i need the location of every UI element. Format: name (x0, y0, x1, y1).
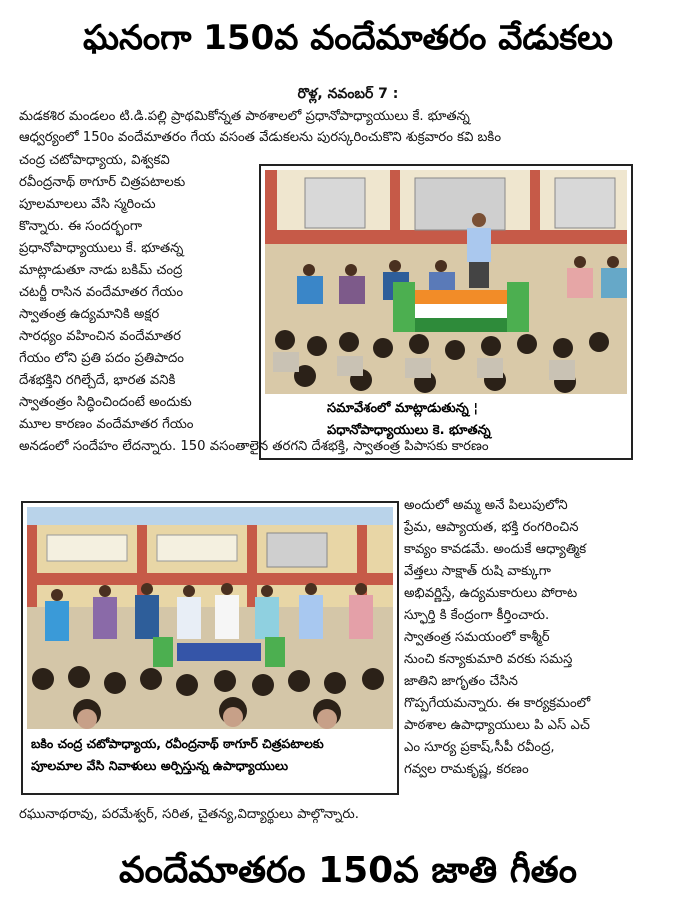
body-line: చంద్ర చటోపాధ్యాయ, విశ్వకవి (19, 153, 170, 168)
intro-line: ఆధ్వర్యంలో 150ం వందేమాతరం గేయ వసంత వేడుకలను పురస్కరించుకొని శుక్రవారం కవి బకిం (19, 130, 502, 145)
body-line: అందులో అమ్మ అనే పిలుపులోని (404, 498, 568, 513)
photo-teachers-garland (27, 507, 393, 729)
body-line: ప్రధానోపాధ్యాయులు కే. భూతన్న (19, 241, 184, 256)
body-line: గవ్వల రామకృష్ణ, కరణం (404, 762, 529, 777)
photo-frame-2 (21, 501, 399, 795)
dateline: రొళ్ల, నవంబర్ 7 : (297, 86, 399, 102)
photo-caption-2-line: బకిం చంద్ర చటోపాధ్యాయ, రవీంద్రనాథ్ ఠాగూర్ చిత్రపటాలకు (31, 736, 324, 751)
body-line: స్వాతంత్రం సిద్ధించిందంటే అందుకు (19, 395, 192, 410)
body-line: అభివర్ణిస్తే, ఉద్యమకారులు పోరాట (404, 586, 578, 601)
body-line-last: రఘునాథరావు, పరమేశ్వర్, సరిత, చైతన్య,విద్యార్థులు పాల్గొన్నారు. (19, 807, 359, 822)
body-line: స్వాతంత్ర ఉద్యమానికి అక్షర (19, 307, 160, 322)
next-article-headline: వందేమాతరం 150వ జాతి గీతం (119, 850, 577, 891)
photo-caption-2-line: పూలమాల వేసి నివాళులు అర్పిస్తున్న ఉపాధ్యాయులు (31, 758, 289, 773)
body-line: వేత్తలు సాక్షాత్ రుషి వాక్కుగా (404, 564, 551, 579)
body-line: స్ఫూర్తి కి కేంద్రంగా కీర్తించారు. (404, 608, 550, 623)
body-line: పూలమాలలు వేసి స్మరించు (19, 197, 156, 212)
body-line: గేయం లోని ప్రతి పదం ప్రతిపాదం (19, 351, 184, 366)
body-line: గొప్పగేయమన్నారు. ఈ కార్యక్రమంలో (404, 696, 591, 711)
body-line: జాతిని జాగృతం చేసిన (404, 674, 518, 689)
body-line: పాఠశాల ఉపాధ్యాయులు పి ఎస్ ఎచ్ (404, 718, 590, 733)
body-line: నుంచి కన్యాకుమారి వరకు సమస్త (404, 652, 573, 667)
body-line: కొన్నారు. ఈ సందర్భంగా (19, 219, 142, 234)
body-line: అనడంలో సందేహం లేదన్నారు. 150 వసంతాలైన తరగని దేశభక్తి, స్వాతంత్ర పిపాసకు కారణం (19, 439, 489, 454)
body-line: చటర్జీ రాసిన వందేమాతర గేయం (19, 285, 184, 300)
intro-line: మడకశిర మండలం టి.డి.పల్లి ప్రాథమికోన్నత పాఠశాలలో ప్రధానోపాధ్యాయులు కే. భూతన్న (19, 109, 470, 124)
photo-caption-1-line: పధానోపాధ్యాయులు కె. భూతన్న (327, 423, 491, 438)
body-line: ఎం సూర్య ప్రకాష్,సీపీ రవీంద్ర, (404, 740, 555, 755)
article-headline: ఘనంగా 150వ వందేమాతరం వేడుకలు (83, 18, 613, 58)
body-line: ప్రేమ, ఆప్యాయత, భక్తి రంగరించిన (404, 520, 579, 535)
body-line: మూల కారణం వందేమాతర గేయం (19, 417, 194, 432)
body-line: దేశభక్తిని రగిల్చేదే, భారత వనికి (19, 373, 176, 388)
photo-caption-1-line: సమావేశంలో మాట్లాడుతున్న ¦ (327, 401, 479, 416)
photo-frame-1 (259, 164, 633, 460)
body-line: స్వాతంత్ర సమయంలో కాశ్మీర్ (404, 630, 550, 645)
body-line: రవీంద్రనాథ్ ఠాగూర్ చిత్రపటాలకు (19, 175, 186, 190)
photo-headmaster-speaking (265, 170, 627, 394)
body-line: కావ్యం కావడమే. అందుకే ఆధ్యాత్మిక (404, 542, 587, 557)
body-line: సారధ్యం వహించిన వందేమాతర (19, 329, 181, 344)
body-line: మాట్లాడుతూ నాడు బకిమ్ చంద్ర (19, 263, 183, 278)
